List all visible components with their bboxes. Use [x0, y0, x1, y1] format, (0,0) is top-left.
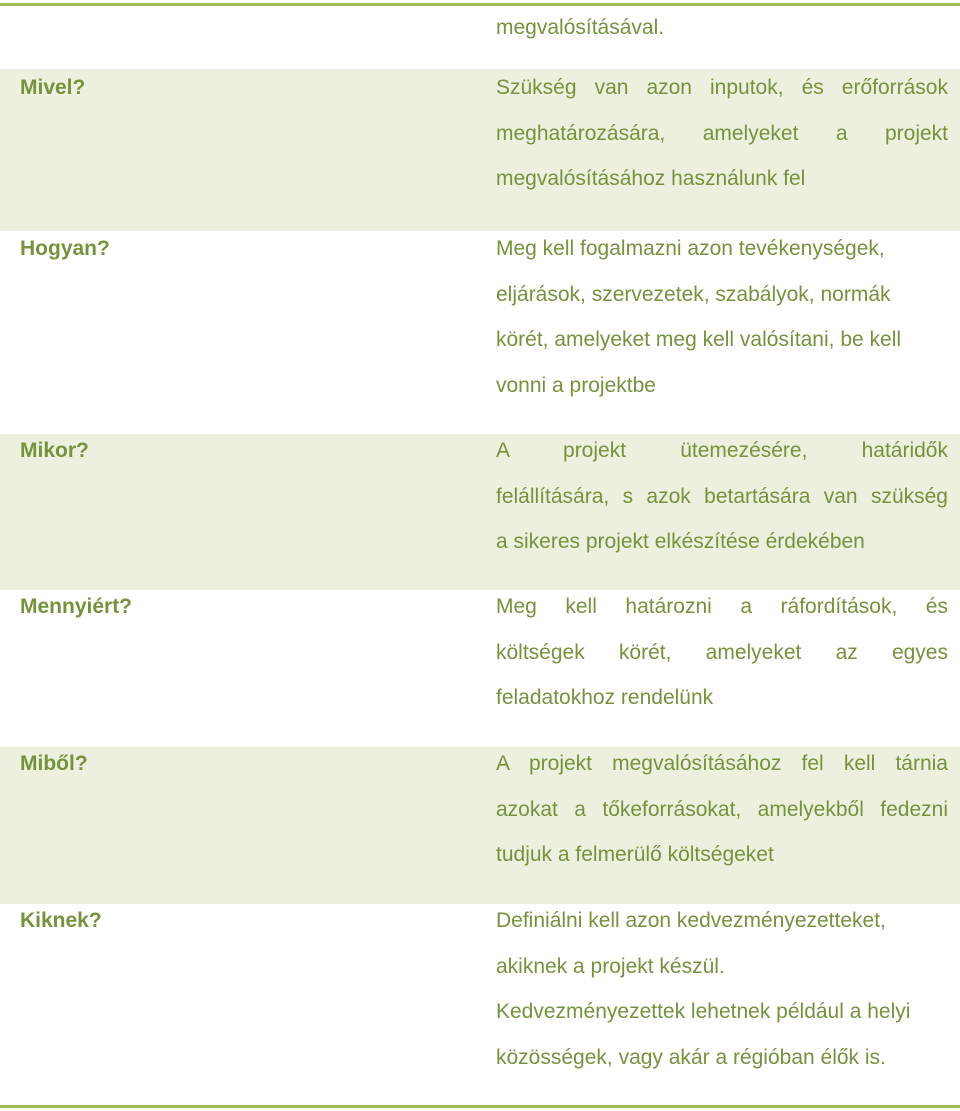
- table-row: [0, 69, 960, 231]
- question-label: Miből?: [20, 752, 88, 775]
- table-row: [0, 434, 960, 590]
- table-bottom-rule: [0, 1105, 960, 1108]
- question-label: Mennyiért?: [20, 595, 133, 618]
- question-label: Mivel?: [20, 76, 86, 99]
- question-cell: [0, 747, 484, 904]
- question-label: Hogyan?: [20, 237, 110, 260]
- table-row: [0, 747, 960, 904]
- answer-text: Definiálni kell azon kedvezményezetteket, akiknek a projekt készül. Kedvezményezettek lehetnek például a helyi közösségek, vagy akár a régióban élők is.: [496, 909, 911, 1069]
- answer-text: Szükség van azon inputok, és erőforrások meghatározására, amelyeket a projekt megvalósításához használunk fel: [496, 76, 948, 190]
- answer-text: A projekt megvalósításához fel kell tárnia azokat a tőkeforrásokat, amelyekből fedezni tudjuk a felmerülő költségeket: [496, 752, 948, 866]
- question-cell: [0, 6, 484, 69]
- question-label: Mikor?: [20, 439, 89, 462]
- table-row: [0, 6, 960, 69]
- answer-text: megvalósításával.: [496, 16, 665, 39]
- question-label: Kiknek?: [20, 909, 102, 932]
- table-row: [0, 231, 960, 434]
- question-cell: [0, 231, 484, 434]
- question-cell: [0, 904, 484, 1103]
- question-cell: [0, 590, 484, 747]
- question-cell: [0, 69, 484, 231]
- answer-text: Meg kell fogalmazni azon tevékenységek, eljárások, szervezetek, szabályok, normák körét, amelyeket meg kell valósítani, be kell vonni a projektbe: [496, 237, 902, 397]
- table-row: [0, 590, 960, 747]
- question-cell: [0, 434, 484, 590]
- answer-text: A projekt ütemezésére, határidők felállítására, s azok betartására van szükség a sikeres projekt elkészítése érdekében: [496, 439, 948, 553]
- table-row: [0, 904, 960, 1103]
- answer-text: Meg kell határozni a ráfordítások, és költségek körét, amelyeket az egyes feladatokhoz rendelünk: [496, 595, 948, 709]
